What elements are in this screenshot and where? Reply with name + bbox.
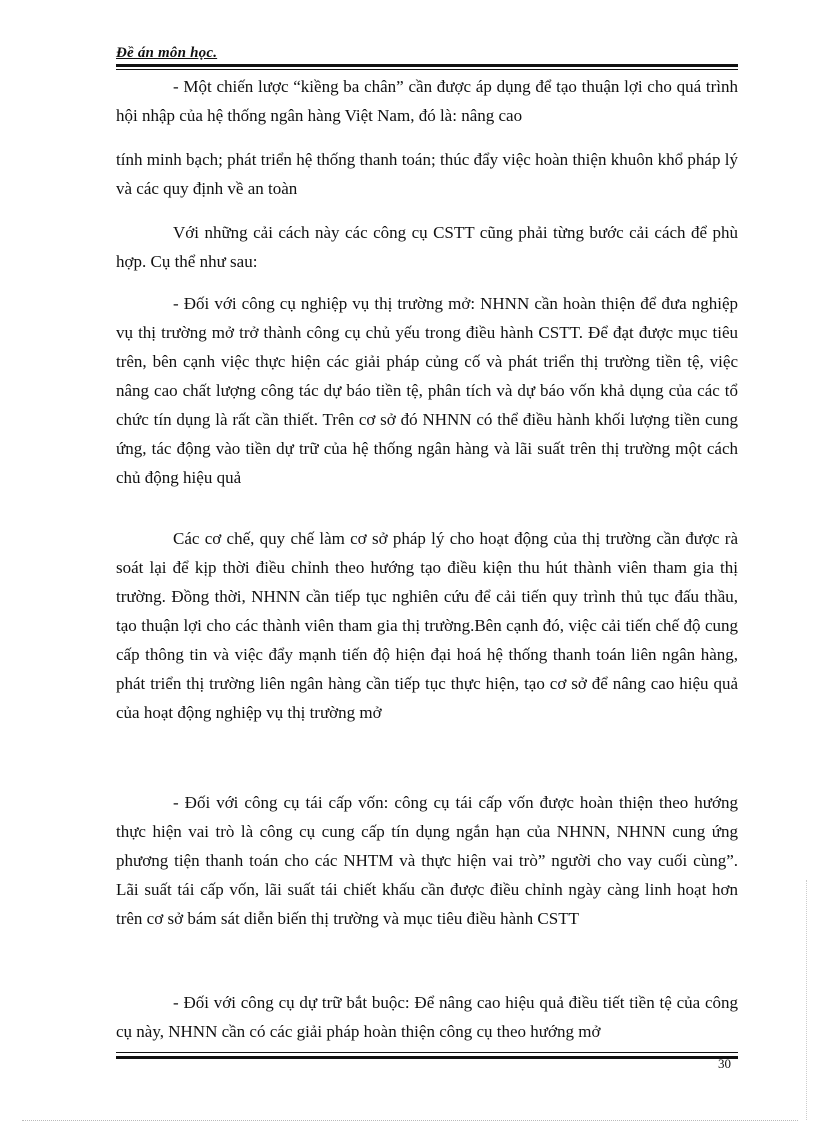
paragraph-3: Với những cải cách này các công cụ CSTT cũng phải từng bước cải cách để phù hợp. Cụ thể như sau: [116,223,738,271]
paragraph-5: Các cơ chế, quy chế làm cơ sở pháp lý cho hoạt động của thị trường cần được rà soát lại để kịp thời điều chỉnh theo hướng tạo điều kiện thu hút thành viên tham gia thị trường. Đồng thời, NHNN cần tiếp tục nghiên cứu để cải tiến quy trình thủ tục đấu thầu, tạo thuận lợi cho các thành viên tham gia thị trường.Bên cạnh đó, việc cải tiến chế độ cung cấp thông tin và việc đẩy mạnh tiến độ hiện đại hoá hệ thống thanh toán liên ngân hàng, phát triển thị trường liên ngân hàng cần tiếp tục thực hiện, tạo cơ sở để nâng cao hiệu quả của hoạt động nghiệp vụ thị trường mở [116,529,738,722]
footer-rule [116,1056,738,1059]
page-edge-dotted [22,1120,798,1121]
paragraph-7: - Đối với công cụ dự trữ bắt buộc: Để nâng cao hiệu quả điều tiết tiền tệ của công cụ này, NHNN cần có các giải pháp hoàn thiện công cụ theo hướng mở [116,993,738,1041]
paragraph-6: - Đối với công cụ tái cấp vốn: công cụ tái cấp vốn được hoàn thiện theo hướng thực hiện vai trò là công cụ cung cấp tín dụng ngắn hạn của NHNN, NHNN cung ứng phương tiện thanh toán cho các NHTM và thực hiện vai trò” người cho vay cuối cùng”. Lãi suất tái cấp vốn, lãi suất tái chiết khấu cần được điều chỉnh ngày càng linh hoạt hơn trên cơ sở bám sát diễn biến thị trường và mục tiêu điều hành CSTT [116,793,738,928]
document-title: Đề án môn học. [116,45,218,61]
paragraph-1: - Một chiến lược “kiềng ba chân” cần được áp dụng để tạo thuận lợi cho quá trình hội nhập của hệ thống ngân hàng Việt Nam, đó là: nâng cao [116,77,738,125]
page-number: 30 [718,1056,731,1071]
paragraph-4: - Đối với công cụ nghiệp vụ thị trường mở: NHNN cần hoàn thiện để đưa nghiệp vụ thị trường mở trở thành công cụ chủ yếu trong điều hành CSTT. Để đạt được mục tiêu trên, bên cạnh việc thực hiện các giải pháp củng cố và phát triển thị trường tiền tệ, việc nâng cao chất lượng công tác dự báo tiền tệ, phân tích và dự báo vốn khả dụng của các tổ chức tín dụng là rất cần thiết. Trên cơ sở đó NHNN có thể điều hành khối lượng tiền cung ứng, tác động vào tiền dự trữ của hệ thống ngân hàng và lãi suất trên thị trường một cách chủ động hiệu quả [116,294,738,487]
footer-rule-thin [116,1052,738,1053]
paragraph-2: tính minh bạch; phát triển hệ thống thanh toán; thúc đẩy việc hoàn thiện khuôn khổ pháp lý và các quy định về an toàn [116,150,738,198]
page-header [116,44,738,62]
header-rule-thin [116,69,738,70]
header-rule [116,64,738,67]
side-edge-dotted [806,880,807,1120]
